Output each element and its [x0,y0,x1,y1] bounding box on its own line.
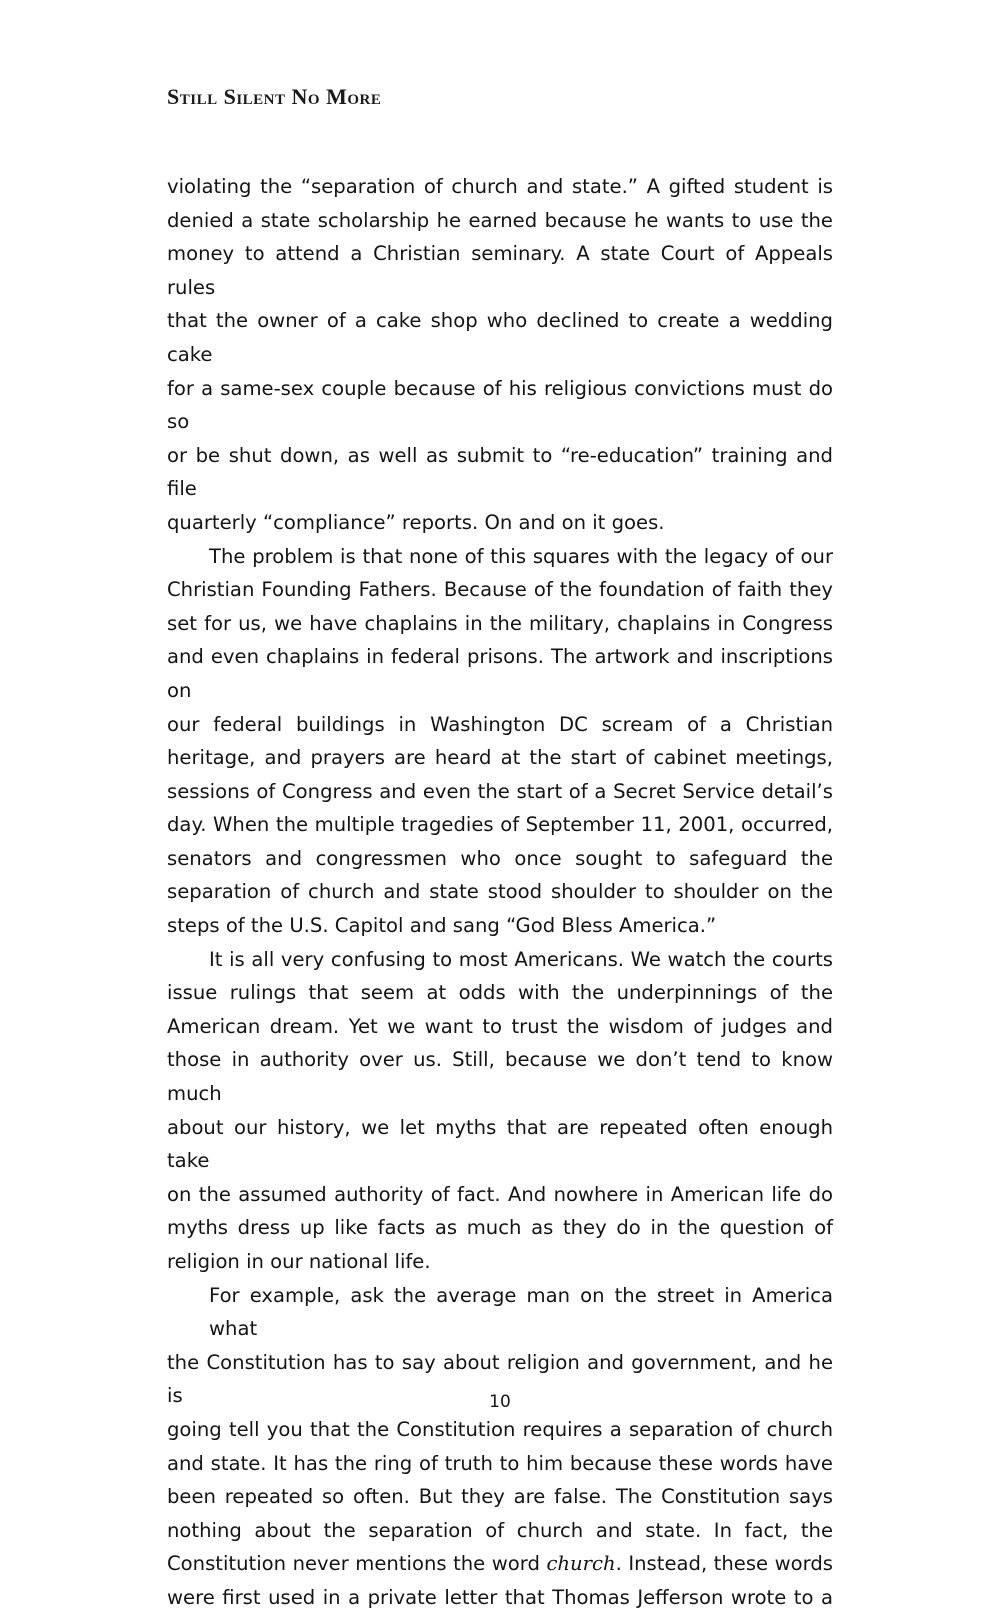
text-line: those in authority over us. Still, because we don’t tend to know much [167,1048,833,1106]
text-line: going tell you that the Constitution requires a separation of church [167,1417,833,1441]
text-line: nothing about the separation of church and state. In fact, the [167,1518,833,1542]
text-line: day. When the multiple tragedies of September 11, 2001, occurred, [167,813,833,837]
text-line: issue rulings that seem at odds with the underpinnings of the [167,981,833,1005]
text-line: our federal buildings in Washington DC scream of a Christian [167,712,833,736]
text-line: been repeated so often. But they are false. The Constitution says [167,1485,833,1509]
text-line: Christian Founding Fathers. Because of the foundation of faith they [167,578,833,602]
text-line: the Constitution has to say about religion and government, and he is [167,1350,833,1408]
text-line: were first used in a private letter that Thomas Jefferson wrote to a [167,1585,833,1609]
text-line: American dream. Yet we want to trust the wisdom of judges and [167,1014,833,1038]
text-line: For example, ask the average man on the street in America what [209,1283,833,1341]
text-line: or be shut down, as well as submit to “re-education” training and file [167,443,833,501]
text-line: religion in our national life. [167,1250,431,1273]
running-header: Still Silent No More [167,84,382,109]
text-line: about our history, we let myths that are repeated often enough take [167,1115,833,1173]
text-line-with-italic [167,1547,833,1581]
text-line: on the assumed authority of fact. And nowhere in American life do [167,1182,833,1206]
text-line: and even chaplains in federal prisons. The artwork and inscriptions on [167,645,833,702]
text-line: separation of church and state stood shoulder to shoulder on the [167,880,833,904]
text-line: It is all very confusing to most Americans. We watch the courts [209,947,833,971]
text-fragment: . Instead, these words [615,1552,833,1576]
text-line: The problem is that none of this squares with the legacy of our [209,544,833,568]
text-line: myths dress up like facts as much as they do in the question of [167,1216,833,1240]
text-line: violating the “separation of church and state.” A gifted student is [167,175,833,198]
text-line: steps of the U.S. Capitol and sang “God Bless America.” [167,914,717,938]
page-number: 10 [489,1392,511,1412]
text-line: and state. It has the ring of truth to him because these words have [167,1451,833,1475]
text-line: heritage, and prayers are heard at the start of cabinet meetings, [167,746,833,770]
text-line: that the owner of a cake shop who declined to create a wedding cake [167,309,833,366]
text-line: quarterly “compliance” reports. On and on it goes. [167,510,665,534]
paragraph-1 [167,170,833,540]
text-line: sessions of Congress and even the start of a Secret Service detail’s [167,779,833,803]
paragraph-4 [167,1279,833,1615]
paragraph-3 [167,943,833,1279]
text-line: money to attend a Christian seminary. A state Court of Appeals rules [167,242,833,299]
text-line: senators and congressmen who once sought to safeguard the [167,846,833,870]
text-line: for a same-sex couple because of his religious convictions must do so [167,376,833,434]
text-line: set for us, we have chaplains in the military, chaplains in Congress [167,611,833,635]
text-line: denied a state scholarship he earned because he wants to use the [167,208,833,232]
paragraph-2 [167,540,833,943]
text-fragment: Constitution never mentions the word [167,1552,547,1576]
italic-word: church [546,1552,616,1576]
